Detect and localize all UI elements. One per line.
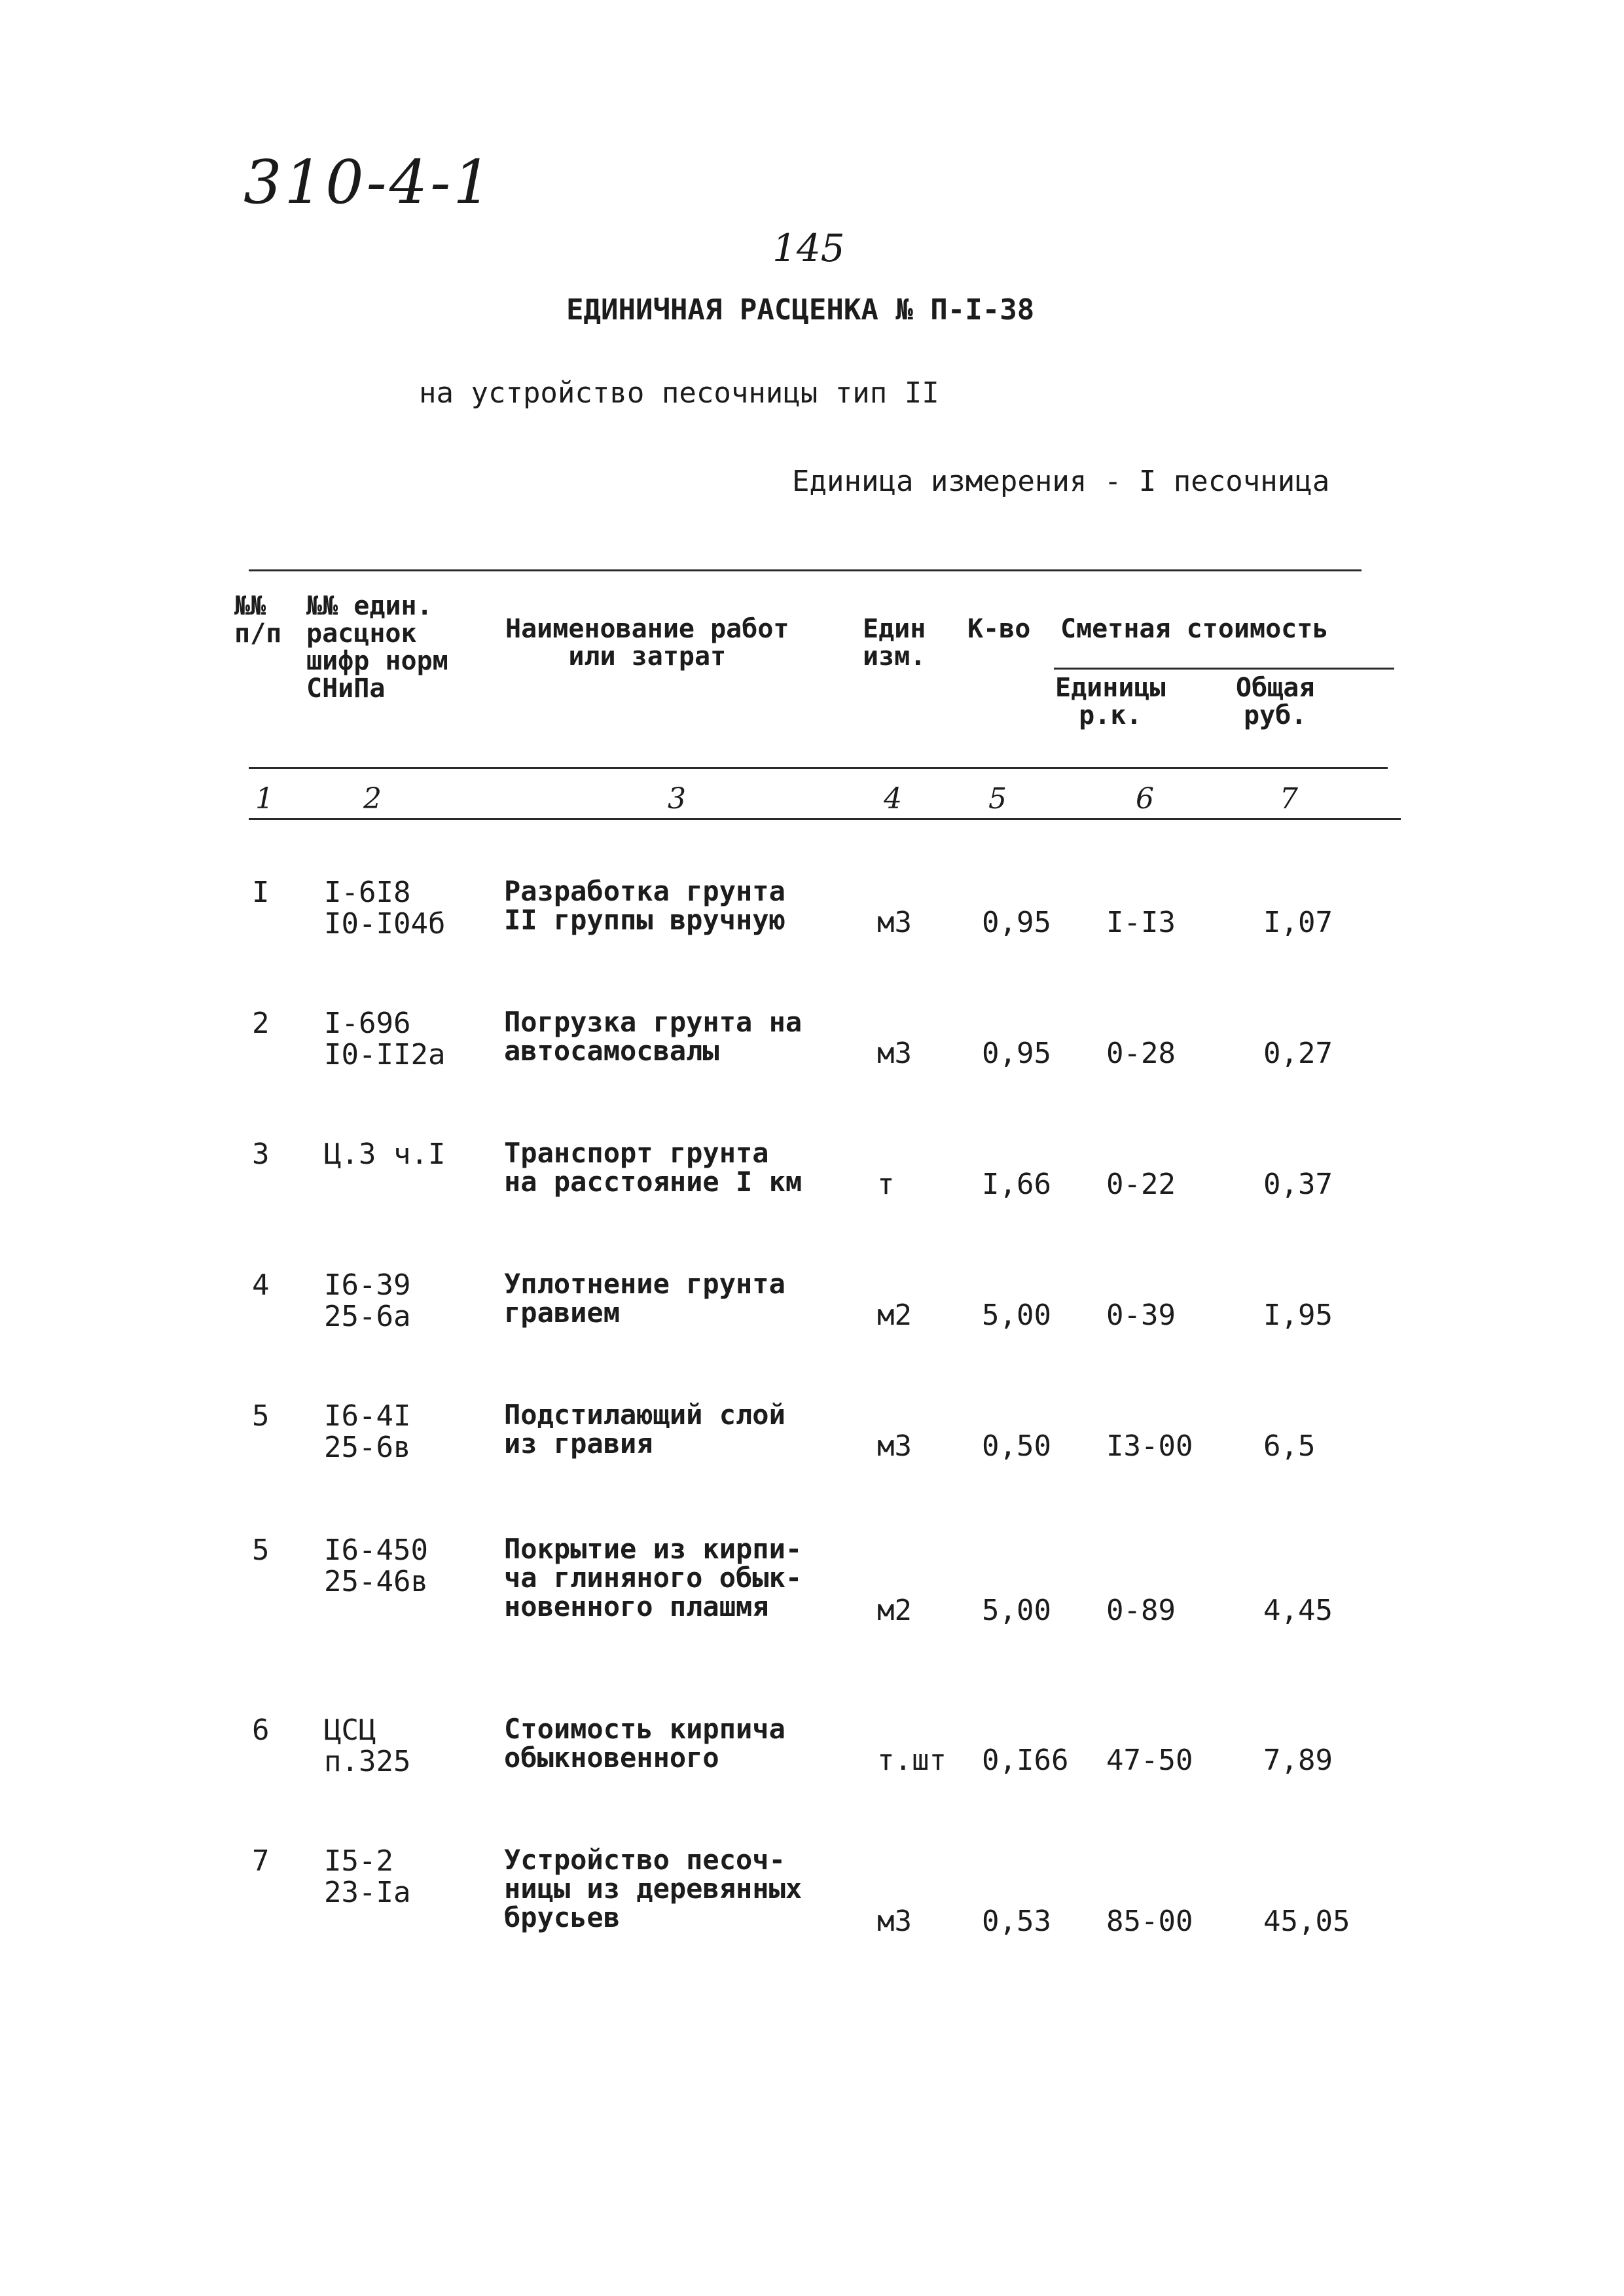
- cost-group-rule: [1054, 668, 1394, 670]
- cell-total: 7,89: [1263, 1744, 1333, 1777]
- cell-unit: т.шт: [877, 1744, 947, 1777]
- header-row-number: №№ п/п: [234, 591, 282, 649]
- cell-total: 45,05: [1263, 1905, 1350, 1938]
- cell-total: 6,5: [1263, 1429, 1316, 1463]
- cell-unit: м3: [877, 906, 912, 939]
- cell-work-name: Покрытие из кирпи- ча глиняного обык- новенного плашмя: [504, 1533, 803, 1623]
- cell-work-name: Устройство песоч- ницы из деревянных брусьев: [504, 1844, 803, 1933]
- cell-row-number: 6: [252, 1713, 270, 1747]
- cell-row-number: 7: [252, 1844, 270, 1878]
- cell-quantity: 0,50: [982, 1429, 1051, 1463]
- cell-quantity: 0,53: [982, 1905, 1051, 1938]
- cell-unit: т: [877, 1168, 895, 1201]
- cell-row-number: I: [252, 876, 270, 909]
- unit-of-measure: Единица измерения - I песочница: [792, 465, 1330, 498]
- cell-unit-price: 0-28: [1106, 1037, 1176, 1070]
- cell-rate-code: I6-39 25-6а: [324, 1268, 411, 1333]
- cell-unit-price: 0-89: [1106, 1594, 1176, 1627]
- column-number: 7: [1280, 782, 1298, 816]
- column-number: 6: [1136, 782, 1154, 816]
- cell-quantity: 0,95: [982, 1037, 1051, 1070]
- cell-unit: м3: [877, 1037, 912, 1070]
- cell-work-name: Уплотнение грунта гравием: [504, 1268, 785, 1329]
- column-number: 4: [884, 782, 902, 816]
- cell-total: I,07: [1263, 906, 1333, 939]
- cell-unit: м2: [877, 1299, 912, 1332]
- cell-rate-code: I-696 I0-II2а: [324, 1007, 446, 1071]
- column-number: 3: [668, 782, 686, 816]
- cell-unit-price: 47-50: [1106, 1744, 1193, 1777]
- header-unit: Един изм.: [863, 614, 926, 672]
- header-unit-price: Единицы р.к.: [1055, 673, 1166, 730]
- cell-row-number: 5: [252, 1399, 270, 1433]
- cell-quantity: 5,00: [982, 1594, 1051, 1627]
- column-number: 5: [988, 782, 1007, 816]
- header-total: Общая руб.: [1236, 673, 1315, 730]
- cell-work-name: Подстилающий слой из гравия: [504, 1399, 785, 1460]
- document-code: 310-4-1: [244, 147, 494, 217]
- cell-quantity: 0,I66: [982, 1744, 1069, 1777]
- table-top-rule: [249, 569, 1362, 571]
- header-work-name: Наименование работ или затрат: [505, 614, 789, 672]
- cell-work-name: Разработка грунта II группы вручную: [504, 875, 785, 936]
- cell-rate-code: ЦСЦ п.325: [324, 1713, 411, 1778]
- cell-rate-code: I6-450 25-46в: [324, 1534, 428, 1598]
- header-bottom-rule: [249, 767, 1388, 769]
- cell-unit-price: 0-22: [1106, 1168, 1176, 1201]
- subtitle: на устройство песочницы тип II: [419, 376, 939, 410]
- cell-rate-code: I5-2 23-Iа: [324, 1844, 411, 1909]
- header-quantity: К-во: [967, 614, 1031, 644]
- cell-quantity: 0,95: [982, 906, 1051, 939]
- cell-unit: м3: [877, 1429, 912, 1463]
- cell-total: 0,27: [1263, 1037, 1333, 1070]
- cell-unit-price: I3-00: [1106, 1429, 1193, 1463]
- cell-row-number: 2: [252, 1007, 270, 1040]
- cell-rate-code: Ц.3 ч.I: [324, 1138, 446, 1171]
- column-numbers-rule: [249, 818, 1401, 820]
- page-number: 145: [772, 226, 845, 270]
- cell-row-number: 5: [252, 1534, 270, 1567]
- cell-quantity: I,66: [982, 1168, 1051, 1201]
- cell-total: 0,37: [1263, 1168, 1333, 1201]
- cell-unit-price: I-I3: [1106, 906, 1176, 939]
- cell-unit: м2: [877, 1594, 912, 1627]
- cell-rate-code: I6-4I 25-6в: [324, 1399, 411, 1464]
- cell-work-name: Стоимость кирпича обыкновенного: [504, 1713, 785, 1774]
- cell-unit-price: 0-39: [1106, 1299, 1176, 1332]
- cell-rate-code: I-6I8 I0-I04б: [324, 876, 446, 941]
- cell-total: I,95: [1263, 1299, 1333, 1332]
- cell-row-number: 3: [252, 1138, 270, 1171]
- cell-quantity: 5,00: [982, 1299, 1051, 1332]
- header-estimated-cost: Сметная стоимость: [1060, 614, 1329, 644]
- cell-unit-price: 85-00: [1106, 1905, 1193, 1938]
- cell-work-name: Транспорт грунта на расстояние I км: [504, 1137, 803, 1198]
- column-number: 1: [255, 782, 274, 816]
- cell-unit: м3: [877, 1905, 912, 1938]
- header-rate-code: №№ един. расцнок шифр норм СНиПа: [306, 591, 448, 704]
- cell-total: 4,45: [1263, 1594, 1333, 1627]
- cell-row-number: 4: [252, 1268, 270, 1302]
- page-title: ЕДИНИЧНАЯ РАСЦЕНКА № П-I-38: [566, 293, 1035, 327]
- column-number: 2: [363, 782, 382, 816]
- cell-work-name: Погрузка грунта на автосамосвалы: [504, 1006, 803, 1067]
